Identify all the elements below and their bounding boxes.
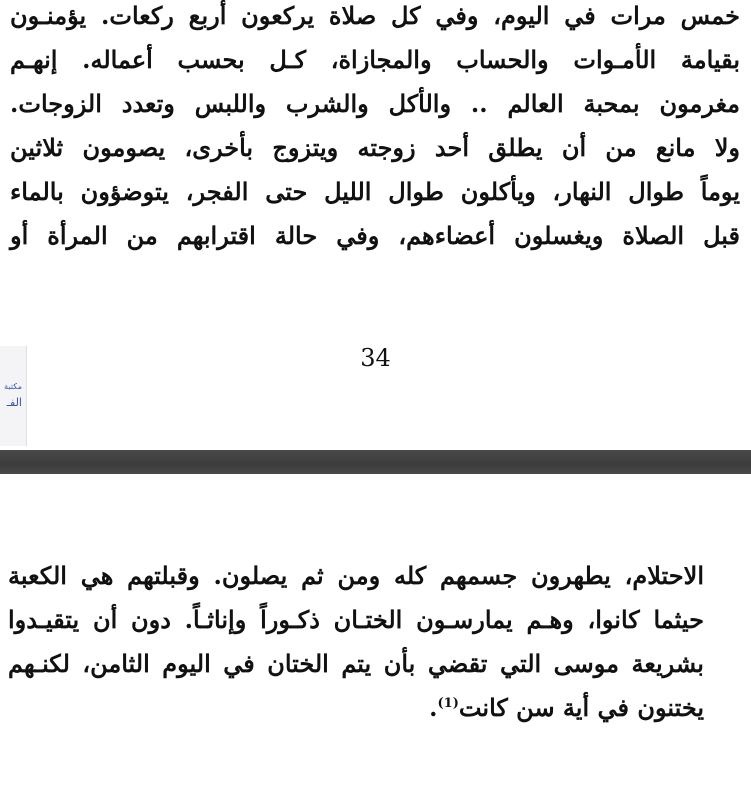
text-line: خمس مرات في اليوم، وفي كل صلاة يركعون أربع ركعات. يؤمنـون [10,1,740,30]
text-line: بقيامة الأمـوات والحساب والمجازاة، كـل بحسب أعماله. إنهـم [10,45,740,74]
watermark-text: مكتبة [4,382,22,391]
watermark-text: الفـ [6,396,22,409]
text-line: يوماً طوال النهار، ويأكلون طوال الليل حتى الفجر، يتوضؤون بالماء [10,177,740,206]
footnote-marker[interactable]: (1) [437,696,459,711]
library-watermark [0,346,27,446]
text-line [8,686,704,730]
text-line: ولا مانع من أن يطلق أحد زوجته ويتزوج بأخرى، يصومون ثلاثين [10,133,740,162]
text-line: بشريعة موسى التي تقضي بأن يتم الختان في اليوم الثامن، لكنـهم [8,649,704,678]
text-line: مغرمون بمحبة العالم .. والأكل والشرب واللبس وتعدد الزوجات. [10,89,740,118]
page-35 [0,474,751,800]
page-35-body-text [8,554,704,730]
text-line: قبل الصلاة ويغسلون أعضاءهم، وفي حالة اقترابهم من المرأة أو [10,221,740,250]
page-34-body-text [10,0,740,258]
page-separator [0,450,751,474]
sentence-end: . [429,693,438,722]
text-line-content: يختنون في أية سن كانت [458,693,704,722]
text-line: حيثما كانوا، وهـم يمارسـون الختـان ذكـوراً وإناثـاً. دون أن يتقيـدوا [8,605,704,634]
page-number: 34 [360,344,391,372]
text-line: الاحتلام، يطهرون جسمهم كله ومن ثم يصلون. وقبلتهم هي الكعبة [8,561,704,590]
